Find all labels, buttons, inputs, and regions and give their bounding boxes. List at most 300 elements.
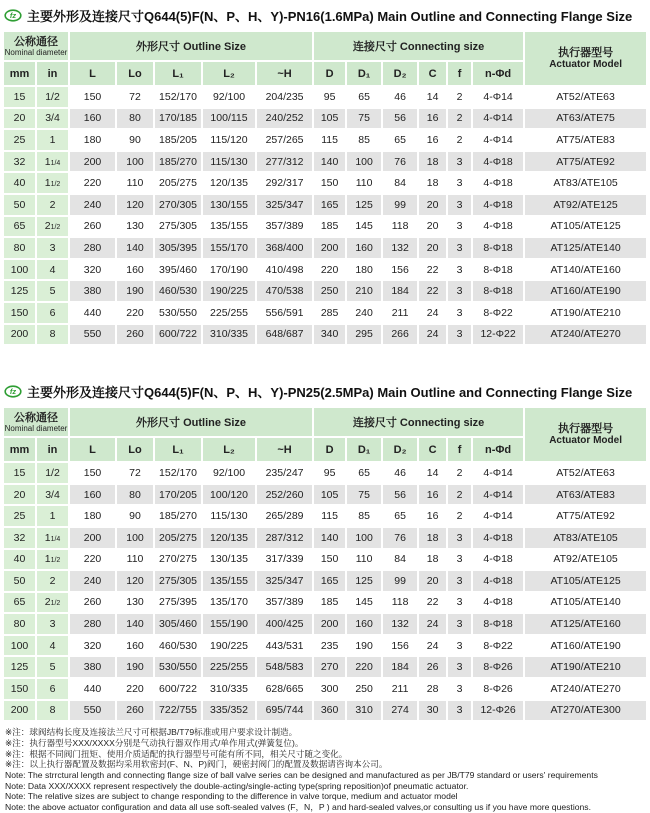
table-cell: 120/135 xyxy=(203,173,255,193)
table-cell: 65 xyxy=(4,217,35,237)
table-cell: 15 xyxy=(4,463,35,483)
table-cell: 395/460 xyxy=(155,260,201,280)
table-cell: 20 xyxy=(419,195,446,215)
table-cell: 190/225 xyxy=(203,636,255,656)
table-cell: 92/100 xyxy=(203,87,255,107)
table-cell: 3 xyxy=(37,238,68,258)
table-cell: 190/225 xyxy=(203,281,255,301)
table-cell: 72 xyxy=(117,463,153,483)
table-cell: 3 xyxy=(448,528,471,548)
table-cell: 4-Φ14 xyxy=(473,485,523,505)
table-cell: 170/190 xyxy=(203,260,255,280)
table-cell: 3 xyxy=(448,550,471,570)
table-cell: AT52/ATE63 xyxy=(525,463,646,483)
table-cell: 180 xyxy=(347,260,381,280)
table-row xyxy=(4,485,646,505)
table-cell: 3 xyxy=(448,260,471,280)
table-cell: 130 xyxy=(117,217,153,237)
table-cell: 99 xyxy=(383,195,417,215)
table-cell: 145 xyxy=(347,217,381,237)
table-cell: 3 xyxy=(448,238,471,258)
table-row xyxy=(4,550,646,570)
table-cell: 260 xyxy=(70,593,115,613)
table-cell: 56 xyxy=(383,109,417,129)
table-cell: 30 xyxy=(419,701,446,721)
column-header: f xyxy=(448,438,471,461)
table-cell: 4-Φ18 xyxy=(473,528,523,548)
table-row xyxy=(4,593,646,613)
table-cell: 3 xyxy=(448,679,471,699)
table-cell: 2 xyxy=(448,109,471,129)
table-cell: 8-Φ18 xyxy=(473,281,523,301)
table-cell: 225/255 xyxy=(203,303,255,323)
table-cell: AT270/ATE300 xyxy=(525,701,646,721)
header-nominal-diameter: 公称通径 Nominal diameter xyxy=(4,32,68,60)
table-cell: 46 xyxy=(383,463,417,483)
table-cell: 320 xyxy=(70,260,115,280)
table-cell: 4-Φ18 xyxy=(473,173,523,193)
table-cell: 1/2 xyxy=(37,463,68,483)
table-cell: 170/205 xyxy=(155,485,201,505)
table-cell: 130/155 xyxy=(203,195,255,215)
table-cell: 257/265 xyxy=(257,130,312,150)
table-cell: 140 xyxy=(314,528,345,548)
table-cell: 280 xyxy=(70,238,115,258)
table-cell: 180 xyxy=(70,130,115,150)
table-cell: 3 xyxy=(448,303,471,323)
table-cell: 115 xyxy=(314,130,345,150)
table-cell: 185/205 xyxy=(155,130,201,150)
table-cell: 21/2 xyxy=(37,217,68,237)
table-cell: 18 xyxy=(419,550,446,570)
table-row xyxy=(4,87,646,107)
table-cell: 115 xyxy=(314,506,345,526)
table-cell: 225/255 xyxy=(203,657,255,677)
table-row xyxy=(4,506,646,526)
table-cell: 235/247 xyxy=(257,463,312,483)
table-cell: 285 xyxy=(314,303,345,323)
table-cell: 160 xyxy=(117,260,153,280)
table-cell: 211 xyxy=(383,679,417,699)
footnotes xyxy=(2,727,648,813)
table-cell: 155/170 xyxy=(203,238,255,258)
table-cell: 120/135 xyxy=(203,528,255,548)
table-cell: AT190/ATE210 xyxy=(525,303,646,323)
table-cell: 295 xyxy=(347,325,381,345)
table-cell: 24 xyxy=(419,303,446,323)
table-row xyxy=(4,463,646,483)
table-cell: 16 xyxy=(419,506,446,526)
table-cell: 4-Φ14 xyxy=(473,109,523,129)
table-cell: 3 xyxy=(448,217,471,237)
table-cell: 235 xyxy=(314,636,345,656)
column-header: mm xyxy=(4,438,35,461)
table-cell: 190 xyxy=(117,281,153,301)
table-cell: 24 xyxy=(419,325,446,345)
table-cell: 100 xyxy=(117,528,153,548)
table-cell: 600/722 xyxy=(155,679,201,699)
table-cell: 335/352 xyxy=(203,701,255,721)
table-row xyxy=(4,701,646,721)
table-cell: 46 xyxy=(383,87,417,107)
table-cell: 270/275 xyxy=(155,550,201,570)
table-cell: 152/170 xyxy=(155,463,201,483)
table-cell: 120 xyxy=(117,571,153,591)
table-cell: 220 xyxy=(347,657,381,677)
column-header: n-Φd xyxy=(473,438,523,461)
table-cell: AT75/ATE83 xyxy=(525,130,646,150)
table-cell: AT140/ATE160 xyxy=(525,260,646,280)
table-cell: 16 xyxy=(419,485,446,505)
table-cell: 150 xyxy=(4,679,35,699)
table-cell: 3 xyxy=(448,614,471,634)
table-cell: 460/530 xyxy=(155,281,201,301)
table-cell: 325/347 xyxy=(257,195,312,215)
table-cell: 152/170 xyxy=(155,87,201,107)
table-cell: 695/744 xyxy=(257,701,312,721)
table-cell: 95 xyxy=(314,463,345,483)
column-header: C xyxy=(419,438,446,461)
table-cell: 80 xyxy=(117,485,153,505)
table-cell: 6 xyxy=(37,303,68,323)
table-cell: 84 xyxy=(383,550,417,570)
table-cell: 85 xyxy=(347,506,381,526)
table-cell: 440 xyxy=(70,303,115,323)
note-line: ※注：以上执行器配置及数据均采用软密封(F、N、P)阀门，硬密封阀门的配置及数据请咨询本公司。 xyxy=(5,759,388,770)
svg-text:fz: fz xyxy=(9,387,17,397)
table-cell: 65 xyxy=(4,593,35,613)
table-cell: AT160/ATE190 xyxy=(525,636,646,656)
table-cell: 443/531 xyxy=(257,636,312,656)
table-cell: 300 xyxy=(314,679,345,699)
table-cell: AT240/ATE270 xyxy=(525,679,646,699)
table-cell: 357/389 xyxy=(257,217,312,237)
table-cell: 18 xyxy=(419,528,446,548)
table-cell: AT190/ATE210 xyxy=(525,657,646,677)
table-cell: 105 xyxy=(314,485,345,505)
table-cell: 4 xyxy=(37,636,68,656)
table-cell: 170/185 xyxy=(155,109,201,129)
table-cell: 250 xyxy=(347,679,381,699)
table-cell: 76 xyxy=(383,152,417,172)
table-cell: 2 xyxy=(448,87,471,107)
note-line: Note: the above actuator configuration and data all use soft-sealed valves (F，N，P ) and hard-sealed valves,or consulting us if you have more questions. xyxy=(5,802,591,813)
table-cell: 340 xyxy=(314,325,345,345)
table-row xyxy=(4,636,646,656)
table-cell: 125 xyxy=(4,657,35,677)
column-header: L xyxy=(70,62,115,85)
table-cell: 140 xyxy=(117,238,153,258)
table-cell: AT83/ATE105 xyxy=(525,173,646,193)
table-cell: 275/395 xyxy=(155,593,201,613)
table-cell: 11/2 xyxy=(37,173,68,193)
table-cell: 115/130 xyxy=(203,506,255,526)
table-cell: 185/270 xyxy=(155,152,201,172)
table-cell: 368/400 xyxy=(257,238,312,258)
table-cell: 135/155 xyxy=(203,217,255,237)
table-cell: 115/120 xyxy=(203,130,255,150)
column-header: D₁ xyxy=(347,62,381,85)
table-cell: 65 xyxy=(383,506,417,526)
table-cell: 3 xyxy=(448,195,471,215)
table-cell: AT105/ATE125 xyxy=(525,217,646,237)
table-cell: 160 xyxy=(70,109,115,129)
table-cell: 200 xyxy=(4,325,35,345)
section-pn25 xyxy=(2,382,648,722)
table-cell: 12-Φ22 xyxy=(473,325,523,345)
table-cell: 1 xyxy=(37,506,68,526)
table-cell: 100/120 xyxy=(203,485,255,505)
note-line: Note: The strrctural length and connecting flange size of ball valve series can be designed and manufactured as per JB/T79 standard or users' requirements xyxy=(5,770,598,781)
table-cell: 410/498 xyxy=(257,260,312,280)
table-cell: AT160/ATE190 xyxy=(525,281,646,301)
table-cell: 100 xyxy=(4,260,35,280)
section-title-pn16 xyxy=(2,6,648,25)
table-cell: 240/252 xyxy=(257,109,312,129)
table-row xyxy=(4,325,646,345)
table-cell: 25 xyxy=(4,506,35,526)
table-cell: 240 xyxy=(70,195,115,215)
table-row xyxy=(4,281,646,301)
note-line: Note: The relative sizes are subject to change responding to the difference in valve torque, medium and actuator model xyxy=(5,791,458,802)
table-cell: 470/538 xyxy=(257,281,312,301)
table-cell: 184 xyxy=(383,657,417,677)
table-cell: 211 xyxy=(383,303,417,323)
table-cell: 160 xyxy=(117,636,153,656)
column-header: ~H xyxy=(257,62,312,85)
table-cell: 125 xyxy=(347,195,381,215)
table-cell: 100 xyxy=(117,152,153,172)
table-cell: 18 xyxy=(419,173,446,193)
table-row xyxy=(4,109,646,129)
table-cell: AT52/ATE63 xyxy=(525,87,646,107)
table-cell: 1 xyxy=(37,130,68,150)
section-title-pn25 xyxy=(2,382,648,401)
table-cell: 530/550 xyxy=(155,303,201,323)
table-cell: AT92/ATE105 xyxy=(525,550,646,570)
table-row xyxy=(4,260,646,280)
table-cell: 4-Φ14 xyxy=(473,506,523,526)
table-cell: 185 xyxy=(314,593,345,613)
table-cell: 3 xyxy=(37,614,68,634)
table-cell: 135/170 xyxy=(203,593,255,613)
section-pn16 xyxy=(2,6,648,346)
table-cell: 18 xyxy=(419,152,446,172)
table-cell: 160 xyxy=(347,614,381,634)
dimension-table-pn25 xyxy=(2,406,648,722)
table-cell: 100 xyxy=(4,636,35,656)
table-cell: 325/347 xyxy=(257,571,312,591)
table-cell: 270 xyxy=(314,657,345,677)
table-cell: 120 xyxy=(117,195,153,215)
table-cell: 20 xyxy=(4,485,35,505)
table-cell: 92/100 xyxy=(203,463,255,483)
table-cell: 380 xyxy=(70,281,115,301)
column-header: Lo xyxy=(117,62,153,85)
table-cell: 14 xyxy=(419,463,446,483)
table-cell: 150 xyxy=(70,463,115,483)
table-cell: 184 xyxy=(383,281,417,301)
table-cell: 5 xyxy=(37,281,68,301)
table-cell: 1/2 xyxy=(37,87,68,107)
table-cell: 156 xyxy=(383,636,417,656)
table-cell: 100 xyxy=(347,152,381,172)
table-cell: 24 xyxy=(419,614,446,634)
column-header: D₂ xyxy=(383,438,417,461)
table-cell: AT75/ATE92 xyxy=(525,506,646,526)
table-cell: 22 xyxy=(419,281,446,301)
table-row xyxy=(4,528,646,548)
table-cell: 118 xyxy=(383,593,417,613)
table-cell: 11/2 xyxy=(37,550,68,570)
table-cell: 200 xyxy=(314,238,345,258)
table-cell: 292/317 xyxy=(257,173,312,193)
note-line: Note: Data XXX/XXXX represent respectively the double-acting/single-acting type(spring reposition)of pneumatic actuator. xyxy=(5,780,469,791)
table-cell: 12-Φ26 xyxy=(473,701,523,721)
dimension-table-pn16 xyxy=(2,30,648,346)
table-cell: 4-Φ18 xyxy=(473,152,523,172)
table-cell: 20 xyxy=(4,109,35,129)
page-title: 主要外形及连接尺寸Q644(5)F(N、P、H、Y)-PN25(2.5MPa) Main Outline and Connecting Flange Size xyxy=(27,385,633,401)
table-cell: 32 xyxy=(4,152,35,172)
table-cell: 65 xyxy=(347,463,381,483)
table-cell: 11/4 xyxy=(37,528,68,548)
column-header: in xyxy=(37,438,68,461)
table-cell: 400/425 xyxy=(257,614,312,634)
table-cell: 160 xyxy=(70,485,115,505)
table-cell: 50 xyxy=(4,195,35,215)
table-cell: 320 xyxy=(70,636,115,656)
table-cell: 3/4 xyxy=(37,109,68,129)
table-cell: 65 xyxy=(383,130,417,150)
table-cell: 22 xyxy=(419,260,446,280)
table-cell: 26 xyxy=(419,657,446,677)
column-header: D xyxy=(314,62,345,85)
table-row xyxy=(4,173,646,193)
table-cell: 200 xyxy=(70,152,115,172)
table-cell: 8-Φ18 xyxy=(473,260,523,280)
table-cell: 220 xyxy=(314,260,345,280)
table-cell: 185 xyxy=(314,217,345,237)
header-connecting-size: 连接尺寸 Connecting size xyxy=(314,32,523,60)
table-cell: 5 xyxy=(37,657,68,677)
table-row xyxy=(4,679,646,699)
table-cell: 180 xyxy=(70,506,115,526)
table-cell: 628/665 xyxy=(257,679,312,699)
table-cell: 160 xyxy=(347,238,381,258)
table-cell: 287/312 xyxy=(257,528,312,548)
table-cell: AT75/ATE92 xyxy=(525,152,646,172)
table-row xyxy=(4,303,646,323)
table-cell: 2 xyxy=(448,463,471,483)
table-cell: 100 xyxy=(347,528,381,548)
table-cell: 75 xyxy=(347,485,381,505)
table-cell: 80 xyxy=(4,238,35,258)
table-row xyxy=(4,657,646,677)
column-header: f xyxy=(448,62,471,85)
table-cell: 270/305 xyxy=(155,195,201,215)
table-row xyxy=(4,130,646,150)
table-cell: 200 xyxy=(314,614,345,634)
column-header: L₁ xyxy=(155,438,201,461)
table-cell: 556/591 xyxy=(257,303,312,323)
table-cell: AT125/ATE140 xyxy=(525,238,646,258)
table-cell: 110 xyxy=(347,550,381,570)
table-cell: 32 xyxy=(4,528,35,548)
table-cell: 85 xyxy=(347,130,381,150)
table-cell: 317/339 xyxy=(257,550,312,570)
table-cell: 99 xyxy=(383,571,417,591)
table-cell: 165 xyxy=(314,571,345,591)
brand-logo-icon xyxy=(4,385,22,398)
table-cell: 95 xyxy=(314,87,345,107)
table-row xyxy=(4,238,646,258)
table-cell: 4-Φ18 xyxy=(473,550,523,570)
table-cell: 132 xyxy=(383,238,417,258)
header-connecting-size: 连接尺寸 Connecting size xyxy=(314,408,523,436)
table-cell: 380 xyxy=(70,657,115,677)
table-cell: 220 xyxy=(117,303,153,323)
table-cell: 8-Φ22 xyxy=(473,636,523,656)
table-cell: 200 xyxy=(70,528,115,548)
table-cell: 266 xyxy=(383,325,417,345)
table-cell: 548/583 xyxy=(257,657,312,677)
table-cell: 150 xyxy=(314,550,345,570)
table-cell: 150 xyxy=(70,87,115,107)
table-cell: 275/305 xyxy=(155,217,201,237)
table-cell: 50 xyxy=(4,571,35,591)
table-cell: 600/722 xyxy=(155,325,201,345)
table-cell: 130 xyxy=(117,593,153,613)
table-cell: 274 xyxy=(383,701,417,721)
table-cell: 4-Φ14 xyxy=(473,130,523,150)
table-cell: 140 xyxy=(314,152,345,172)
table-cell: 132 xyxy=(383,614,417,634)
table-cell: 530/550 xyxy=(155,657,201,677)
table-cell: 2 xyxy=(37,571,68,591)
table-cell: AT92/ATE125 xyxy=(525,195,646,215)
table-cell: 24 xyxy=(419,636,446,656)
table-cell: 8 xyxy=(37,701,68,721)
table-cell: 4-Φ18 xyxy=(473,217,523,237)
table-cell: 3 xyxy=(448,281,471,301)
table-cell: 277/312 xyxy=(257,152,312,172)
table-row xyxy=(4,614,646,634)
table-cell: 20 xyxy=(419,238,446,258)
table-cell: 240 xyxy=(347,303,381,323)
table-cell: 4-Φ14 xyxy=(473,463,523,483)
table-cell: 125 xyxy=(347,571,381,591)
table-cell: 110 xyxy=(347,173,381,193)
table-cell: 140 xyxy=(117,614,153,634)
table-cell: 16 xyxy=(419,130,446,150)
table-cell: 260 xyxy=(70,217,115,237)
note-line: ※注：执行器型号XXX/XXXX分别是气动执行器双作用式/单作用式(弹簧复位)。 xyxy=(5,737,304,748)
table-cell: 135/155 xyxy=(203,571,255,591)
table-cell: 25 xyxy=(4,130,35,150)
table-cell: AT63/ATE83 xyxy=(525,485,646,505)
table-cell: 220 xyxy=(70,173,115,193)
table-cell: 90 xyxy=(117,506,153,526)
table-cell: 252/260 xyxy=(257,485,312,505)
table-cell: 204/235 xyxy=(257,87,312,107)
table-cell: 648/687 xyxy=(257,325,312,345)
table-cell: 3 xyxy=(448,173,471,193)
table-cell: 3 xyxy=(448,636,471,656)
column-header: L₁ xyxy=(155,62,201,85)
table-cell: 40 xyxy=(4,173,35,193)
table-cell: 110 xyxy=(117,550,153,570)
